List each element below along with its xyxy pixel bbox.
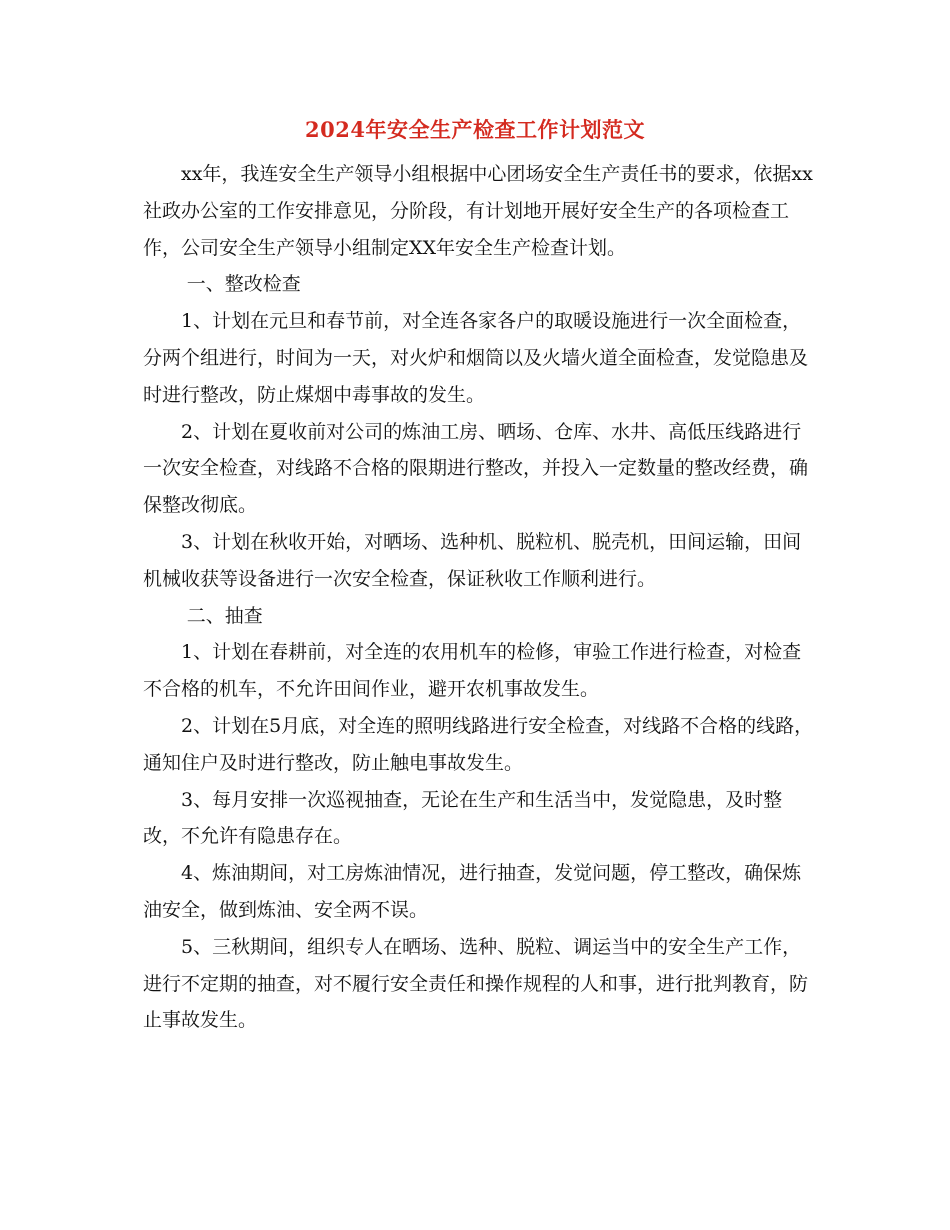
section2-item-1: 1、计划在春耕前，对全连的农用机车的检修，审验工作进行检查，对检查不合格的机车，不允许田间作业，避开农机事故发生。 [143, 641, 802, 701]
section-heading-spot-check: 二、抽查 [186, 604, 263, 627]
intro-paragraph: xx年，我连安全生产领导小组根据中心团场安全生产责任书的要求，依据xx社政办公室的工作安排意见，分阶段，有计划地开展好安全生产的各项检查工作，公司安全生产领导小组制定XX年安全生产检查计划。 [143, 163, 813, 259]
document-body [143, 156, 818, 1039]
section1-item-3: 3、计划在秋收开始，对晒场、选种机、脱粒机、脱壳机，田间运输，田间机械收获等设备进行一次安全检查，保证秋收工作顺利进行。 [143, 530, 802, 590]
section2-item-2: 2、计划在5月底，对全连的照明线路进行安全检查，对线路不合格的线路，通知住户及时进行整改，防止触电事故发生。 [143, 714, 814, 774]
document-title: 2024年安全生产检查工作计划范文 [305, 117, 645, 142]
section2-item-3: 3、每月安排一次巡视抽查，无论在生产和生活当中，发觉隐患，及时整改，不允许有隐患存在。 [143, 788, 783, 848]
section1-item-1: 1、计划在元旦和春节前，对全连各家各户的取暖设施进行一次全面检查，分两个组进行，时间为一天，对火炉和烟筒以及火墙火道全面检查，发觉隐患及时进行整改，防止煤烟中毒事故的发生。 [143, 310, 809, 406]
section1-item-2: 2、计划在夏收前对公司的炼油工房、晒场、仓库、水井、高低压线路进行一次安全检查，对线路不合格的限期进行整改，并投入一定数量的整改经费，确保整改彻底。 [143, 420, 809, 517]
section2-item-4: 4、炼油期间，对工房炼油情况，进行抽查，发觉问题，停工整改，确保炼油安全，做到炼油、安全两不误。 [143, 862, 802, 921]
section2-item-5: 5、三秋期间，组织专人在晒场、选种、脱粒、调运当中的安全生产工作，进行不定期的抽查，对不履行安全责任和操作规程的人和事，进行批判教育，防止事故发生。 [143, 935, 809, 1032]
section-heading-rectification: 一、整改检查 [186, 273, 301, 296]
